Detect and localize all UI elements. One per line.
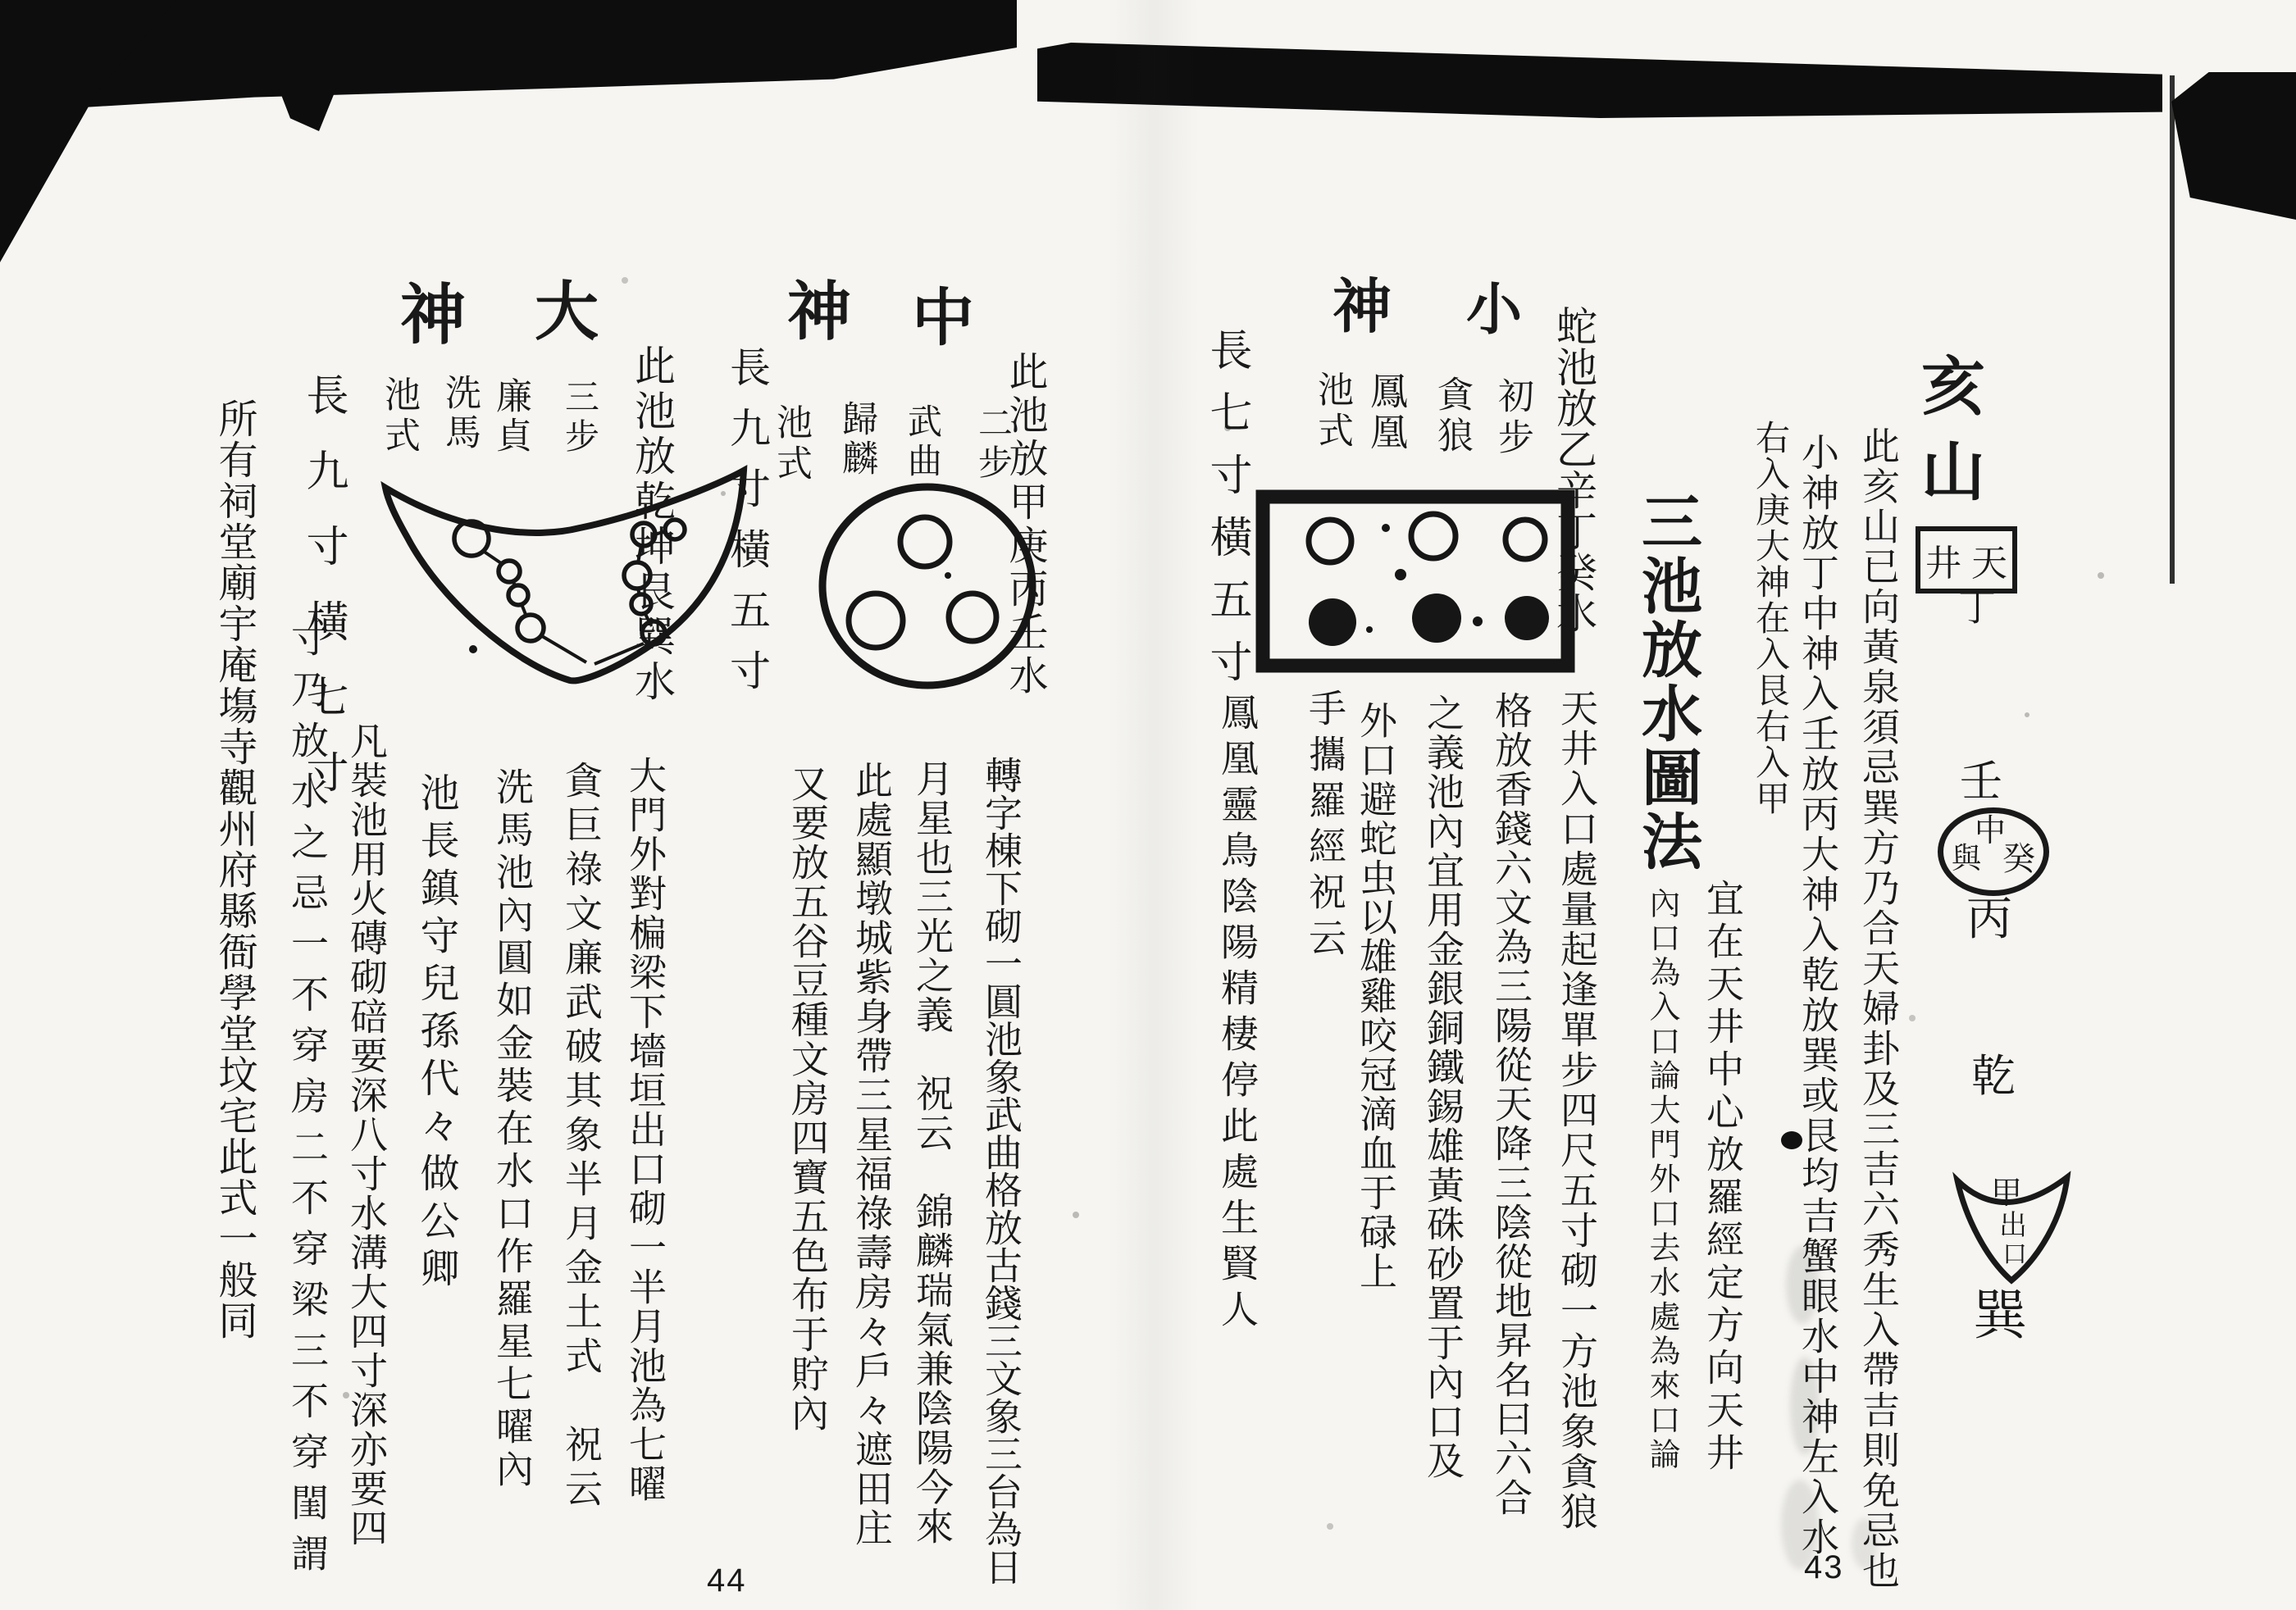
direction-label-ren: 壬 [1960, 757, 2003, 807]
left-center-col-2: 月星也三光之義 祝云 錦麟瑞氣兼陰陽今來 [910, 759, 954, 1546]
xiaoshen-label-bird: 鳳凰 [1364, 371, 1409, 453]
zhongshen-pool-diagram [816, 480, 1039, 694]
zhongshen-heading-char-left: 神 [787, 275, 852, 349]
right-annotation-col-3: 右入庚大神在入艮右入甲 [1751, 420, 1791, 816]
right-annotation-col-1: 此亥山已向黃泉須忌巽方乃合天婦卦及三吉六秀生入帶吉則免忌也 [1856, 426, 1901, 1591]
dashen-label-horse: 洗馬 [439, 374, 481, 453]
scan-edge-top-right-wedge [2171, 72, 2296, 220]
dashen-pool-diagram [373, 459, 752, 698]
right-body-col-6: 鳳凰靈鳥陰陽精棲停此處生賢人 [1215, 693, 1260, 1335]
left-body-col-5: 凡裝池用火磚砌碚要深八寸水溝大四寸深亦要四 [344, 721, 389, 1548]
xiaoshen-size-note: 長七寸橫五寸 [1202, 328, 1251, 702]
direction-roundel [1938, 807, 2049, 896]
dashen-heading-char-right: 大 [535, 275, 599, 349]
dashen-size-note: 長九寸橫七寸 [298, 373, 348, 825]
title-note-main: 宜在天井中心放羅經定方向天井 [1701, 879, 1745, 1476]
roundel-char-right: 癸 [2002, 840, 2035, 878]
dashen-label-step: 三步 [560, 379, 600, 457]
xiaoshen-pool-diagram [1255, 489, 1576, 674]
right-body-col-4: 外口避蛇虫以雄雞咬冠滴血于碌上 [1354, 701, 1398, 1291]
right-body-col-2: 格放香錢六文為三陽從天降三陰從地昇名曰六合 [1489, 691, 1533, 1517]
left-body-col-6: 寸乃放水之忌一不穿房二不穿梁三不穿閨謂 [285, 619, 330, 1585]
right-annotation-col-2: 小神放丁中神入壬放丙大神入乾放巽或艮均吉蟹眼水中神左入水 [1796, 433, 1840, 1558]
left-center-col-4: 又要放五谷豆種文房四寶五色布于貯內 [786, 764, 830, 1433]
tianjing-box [1916, 526, 2017, 594]
xiaoshen-heading-char-left: 神 [1332, 272, 1392, 341]
direction-label-qian: 乾 [1971, 1050, 2016, 1102]
scan-edge-nick [279, 89, 336, 131]
pouch-label-chu: 出 [1999, 1209, 2027, 1242]
dashen-label-star: 廉貞 [490, 377, 531, 456]
zhongshen-heading-char-right: 中 [912, 281, 974, 354]
page-title: 三池放水圖法 [1632, 490, 1702, 874]
zhongshen-size-note: 長九寸橫五寸 [723, 346, 771, 710]
binding-gutter-shade [1109, 0, 1199, 1610]
right-body-col-3: 之義池內宜用金銀銅鐵錫雄黃硃砂置于內口及 [1421, 694, 1465, 1480]
dashen-water-column: 此池放乾坤艮巽水 [628, 344, 676, 705]
left-body-col-1: 大門外對楄梁下墻垣出口砌一半月池為七曜 [623, 756, 667, 1503]
zhongshen-label-kylin: 歸麟 [836, 400, 877, 479]
left-body-col-3: 洗馬池內圓如金裝在水口作羅星七曜內 [490, 767, 535, 1492]
left-body-col-4: 池長鎮守兒孫代々做公卿 [413, 772, 459, 1295]
right-page-number: 43 [1804, 1549, 1844, 1585]
right-page-heading: 亥山 [1911, 352, 1984, 523]
left-center-col-1: 轉字棟下砌一圓池象武曲格放古錢三文象三台為日 [979, 756, 1023, 1585]
scan-noise-specks [0, 0, 3, 3]
xiaoshen-label-step: 初步 [1492, 377, 1533, 459]
dashen-label-style: 池式 [378, 375, 420, 457]
direction-label-bing: 丙 [1966, 893, 2012, 946]
right-body-col-1: 天井入口處量起逢單步四尺五寸砌一方池象貪狼 [1555, 689, 1599, 1532]
scan-edge-vertical-line [2170, 75, 2175, 584]
pouch-label-kou: 口 [2002, 1240, 2027, 1269]
zhongshen-label-step: 二步 [973, 405, 1014, 484]
scan-edge-top-right-band [1037, 43, 2162, 118]
zhongshen-label-star: 武曲 [903, 403, 943, 482]
tianjing-char-right: 天 [1971, 543, 2007, 584]
dashen-heading-char-left: 神 [400, 277, 466, 353]
roundel-char-top: 中 [1975, 812, 2007, 848]
zhongshen-label-style: 池式 [770, 403, 812, 485]
snake-pool-column: 蛇池放乙辛丁癸水 [1550, 305, 1597, 633]
pouch-label-jia: 甲 [1991, 1175, 2023, 1211]
xiaoshen-label-style: 池式 [1311, 371, 1353, 453]
xiaoshen-label-star: 貪狼 [1431, 375, 1473, 457]
direction-label-xun: 巽 [1973, 1284, 2027, 1347]
xiaoshen-heading-char-right: 小 [1466, 278, 1523, 343]
tianjing-below-label: 丁 [1958, 585, 1996, 630]
roundel-char-left: 與 [1952, 842, 1982, 875]
right-body-col-5: 手攜羅經祝云 [1303, 689, 1347, 964]
zhongshen-water-column: 此池放甲庚丙壬水 [1002, 351, 1048, 698]
left-body-col-7: 所有祠堂廟宇庵塲寺觀州府縣衙學堂坟宅此式一般同 [212, 398, 257, 1341]
tianjing-char-left: 井 [1925, 543, 1961, 584]
left-page-number: 44 [707, 1562, 747, 1599]
left-center-col-3: 此處顯墩城紫身帶三星福祿壽房々戶々遮田庄 [850, 761, 894, 1548]
left-body-col-2: 貪巨祿文廉武破其象半月金土式 祝云 [559, 761, 604, 1513]
title-note-small: 內口為入口論大門外口去水處為來口論 [1644, 887, 1680, 1472]
